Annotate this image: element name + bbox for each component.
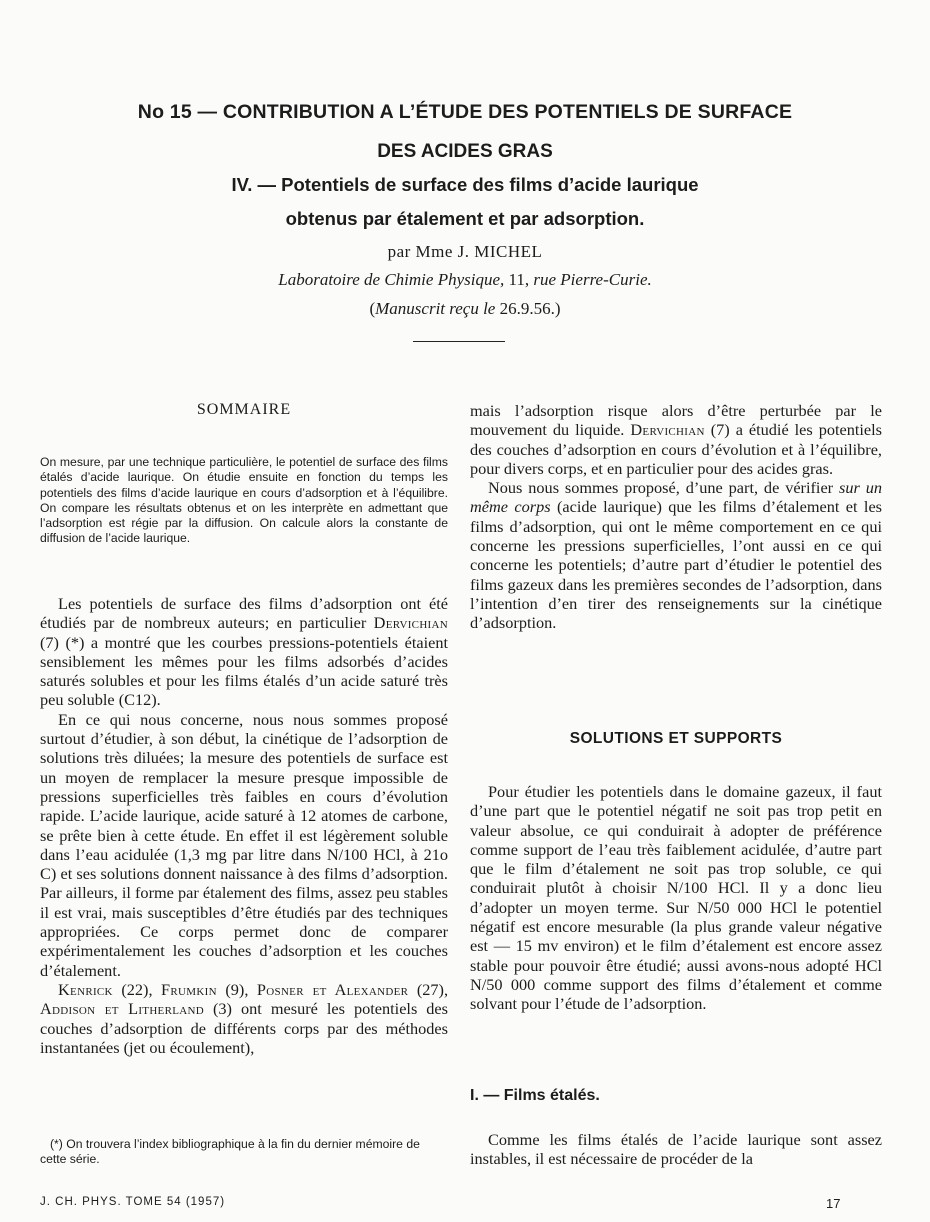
author-ref: Posner et Alexander (256, 979, 409, 999)
author-ref: Kenrick (58, 979, 113, 999)
citation: (27), (416, 979, 449, 999)
right-column-solutions (470, 782, 882, 1014)
page-number: 17 (826, 1196, 841, 1211)
citation: (7) (*) (40, 632, 85, 652)
paragraph: Comme les films étalés de l’acide laurique sont assez instables, il est nécessaire de procéder de la (470, 1130, 882, 1169)
author-line: par Mme J. MICHEL (387, 242, 543, 261)
article-subtitle-line1: IV. — Potentiels de surface des films d’acide laurique (231, 174, 699, 195)
right-column-bottom (470, 1130, 882, 1169)
text-run: mais l’adsorption risque alors d’être perturbée par le mouvement du liquide. (470, 401, 882, 440)
author-ref: Addison et Litherland (40, 999, 204, 1019)
received-value: 26.9.56.) (499, 299, 561, 318)
right-column-top (470, 401, 882, 633)
section-heading: SOLUTIONS ET SUPPORTS (569, 730, 783, 747)
paragraph: Pour étudier les potentiels dans le domaine gazeux, il faut d’une part que le potentiel négatif ne soit pas trop petit en valeur absolue, ce qui conduirait à adopter de préférence comme support de l’eau très faiblement acidulée, d’autre part que le film d’étalement ne soit pas trop soluble, ce qui conduirait plutôt à choisir N/100 HCl. Il y a donc lieu d’adopter un moyen terme. Sur N/50 000 HCl le potentiel négatif est encore mesurable (la plus grande valeur négative est — 15 mv environ) et le film d’étalement est encore assez stable pour pouvoir être étudié; aussi avons-nous adopté HCl N/50 000 comme support des films d’étalement et comme solvant pour l’étude de l’adsorption. (470, 782, 882, 1014)
text-run: ont mesuré les potentiels des couches d’adsorption de différents corps par des méthodes instantanées (jet ou écoulement), (40, 999, 448, 1057)
lab-number: 11, (508, 270, 530, 289)
paragraph (40, 594, 448, 710)
subsection-heading: I. — Films étalés. (470, 1087, 600, 1104)
footnote-text: (*) On trouvera l’index bibliographique à la fin du dernier mémoire de cette série. (40, 1137, 420, 1166)
citation: (3) (213, 999, 232, 1019)
emphasis: sur un même corps (470, 478, 883, 517)
text-run: Nous nous sommes proposé, d’une part, de vérifier (488, 478, 834, 498)
article-title-line2: DES ACIDES GRAS (377, 141, 553, 162)
abstract-text: On mesure, par une technique particulière, le potentiel de surface des films étalés d’acide laurique. On étudie ensuite en fonction du temps les potentiels des films d’acide laurique en cours d’adsorption et à l’équilibre. On compare les résultats obtenus et on les interprète en admettant que l’adsorption est régie par la diffusion. On calcule alors la constante de diffusion de l’acide laurique. (40, 455, 448, 546)
paragraph (470, 401, 882, 478)
abstract (40, 455, 448, 547)
title-divider (413, 341, 505, 342)
text-run: a étudié les potentiels des couches d’adsorption en cours d’évolution et à l’équilibre, pour divers corps, et en particulier pour des acides gras. (470, 420, 883, 478)
received-label: Manuscrit reçu le (375, 299, 496, 318)
journal-footer: J. CH. PHYS. TOME 54 (1957) (40, 1196, 226, 1208)
text-run: (C12). (118, 690, 161, 710)
text-run: a montré que les courbes pressions-potentiels étaient sensiblement les mêmes pour les films adsorbés d’acides saturés solubles et pour les films étalés d’un acide saturé très peu soluble (40, 632, 448, 710)
received-date: (Manuscrit reçu le 26.9.56.) (369, 299, 561, 318)
affiliation (100, 270, 830, 290)
lab-street: rue Pierre-Curie. (533, 270, 652, 289)
text-run: Les potentiels de surface des films d’adsorption ont été étudiés par de nombreux auteurs; en particulier (40, 594, 448, 633)
paragraph (40, 980, 448, 1057)
paragraph: En ce qui nous concerne, nous nous sommes proposé surtout d’étudier, à son début, la cinétique de l’adsorption de solutions très diluées; la mesure des potentiels de surface est un moyen de remplacer la mesure presque impossible de pressions superficielles très faibles en cours d’évolution rapide. L’acide laurique, acide saturé à 12 atomes de carbone, se prête bien à cette étude. En effet il est légèrement soluble dans l’eau acidulée (1,3 mg par litre dans N/100 HCl, à 21o C) et ses solutions donnent naissance à des films d’adsorption. Par ailleurs, il forme par étalement des films, assez peu stables il est vrai, mais susceptibles d’être étudiés par des techniques appropriées. Ce corps permet donc de comparer expérimentalement les couches d’adsorption et les couches d’étalement. (40, 709, 448, 980)
article-subtitle-line2: obtenus par étalement et par adsorption. (285, 208, 645, 229)
text-run: (acide laurique) que les films d’étalement et les films d’adsorption, qui ont le même comportement en ce qui concerne les pressions superficielles, l’ont aussi en ce qui concerne les potentiels; d’autre part d’étudier le potentiel des films gazeux dans les premières secondes de l’adsorption, dans l’intention d’en tirer des renseignements sur la cinétique d’adsorption. (470, 497, 883, 633)
footnote (40, 1137, 448, 1167)
paragraph (470, 478, 882, 632)
lab-name: Laboratoire de Chimie Physique, (278, 270, 505, 289)
author-ref: Frumkin (161, 979, 217, 999)
author-ref: Dervichian (630, 420, 705, 440)
article-title-line1: No 15 — CONTRIBUTION A L’ÉTUDE DES POTENTIELS DE SURFACE (137, 101, 793, 123)
citation: (22), (121, 979, 153, 999)
left-column-body (40, 594, 448, 1057)
citation: (7) (710, 420, 730, 440)
sommaire-heading: SOMMAIRE (196, 401, 292, 418)
citation: (9), (225, 979, 249, 999)
author-ref: Dervichian (373, 613, 449, 633)
